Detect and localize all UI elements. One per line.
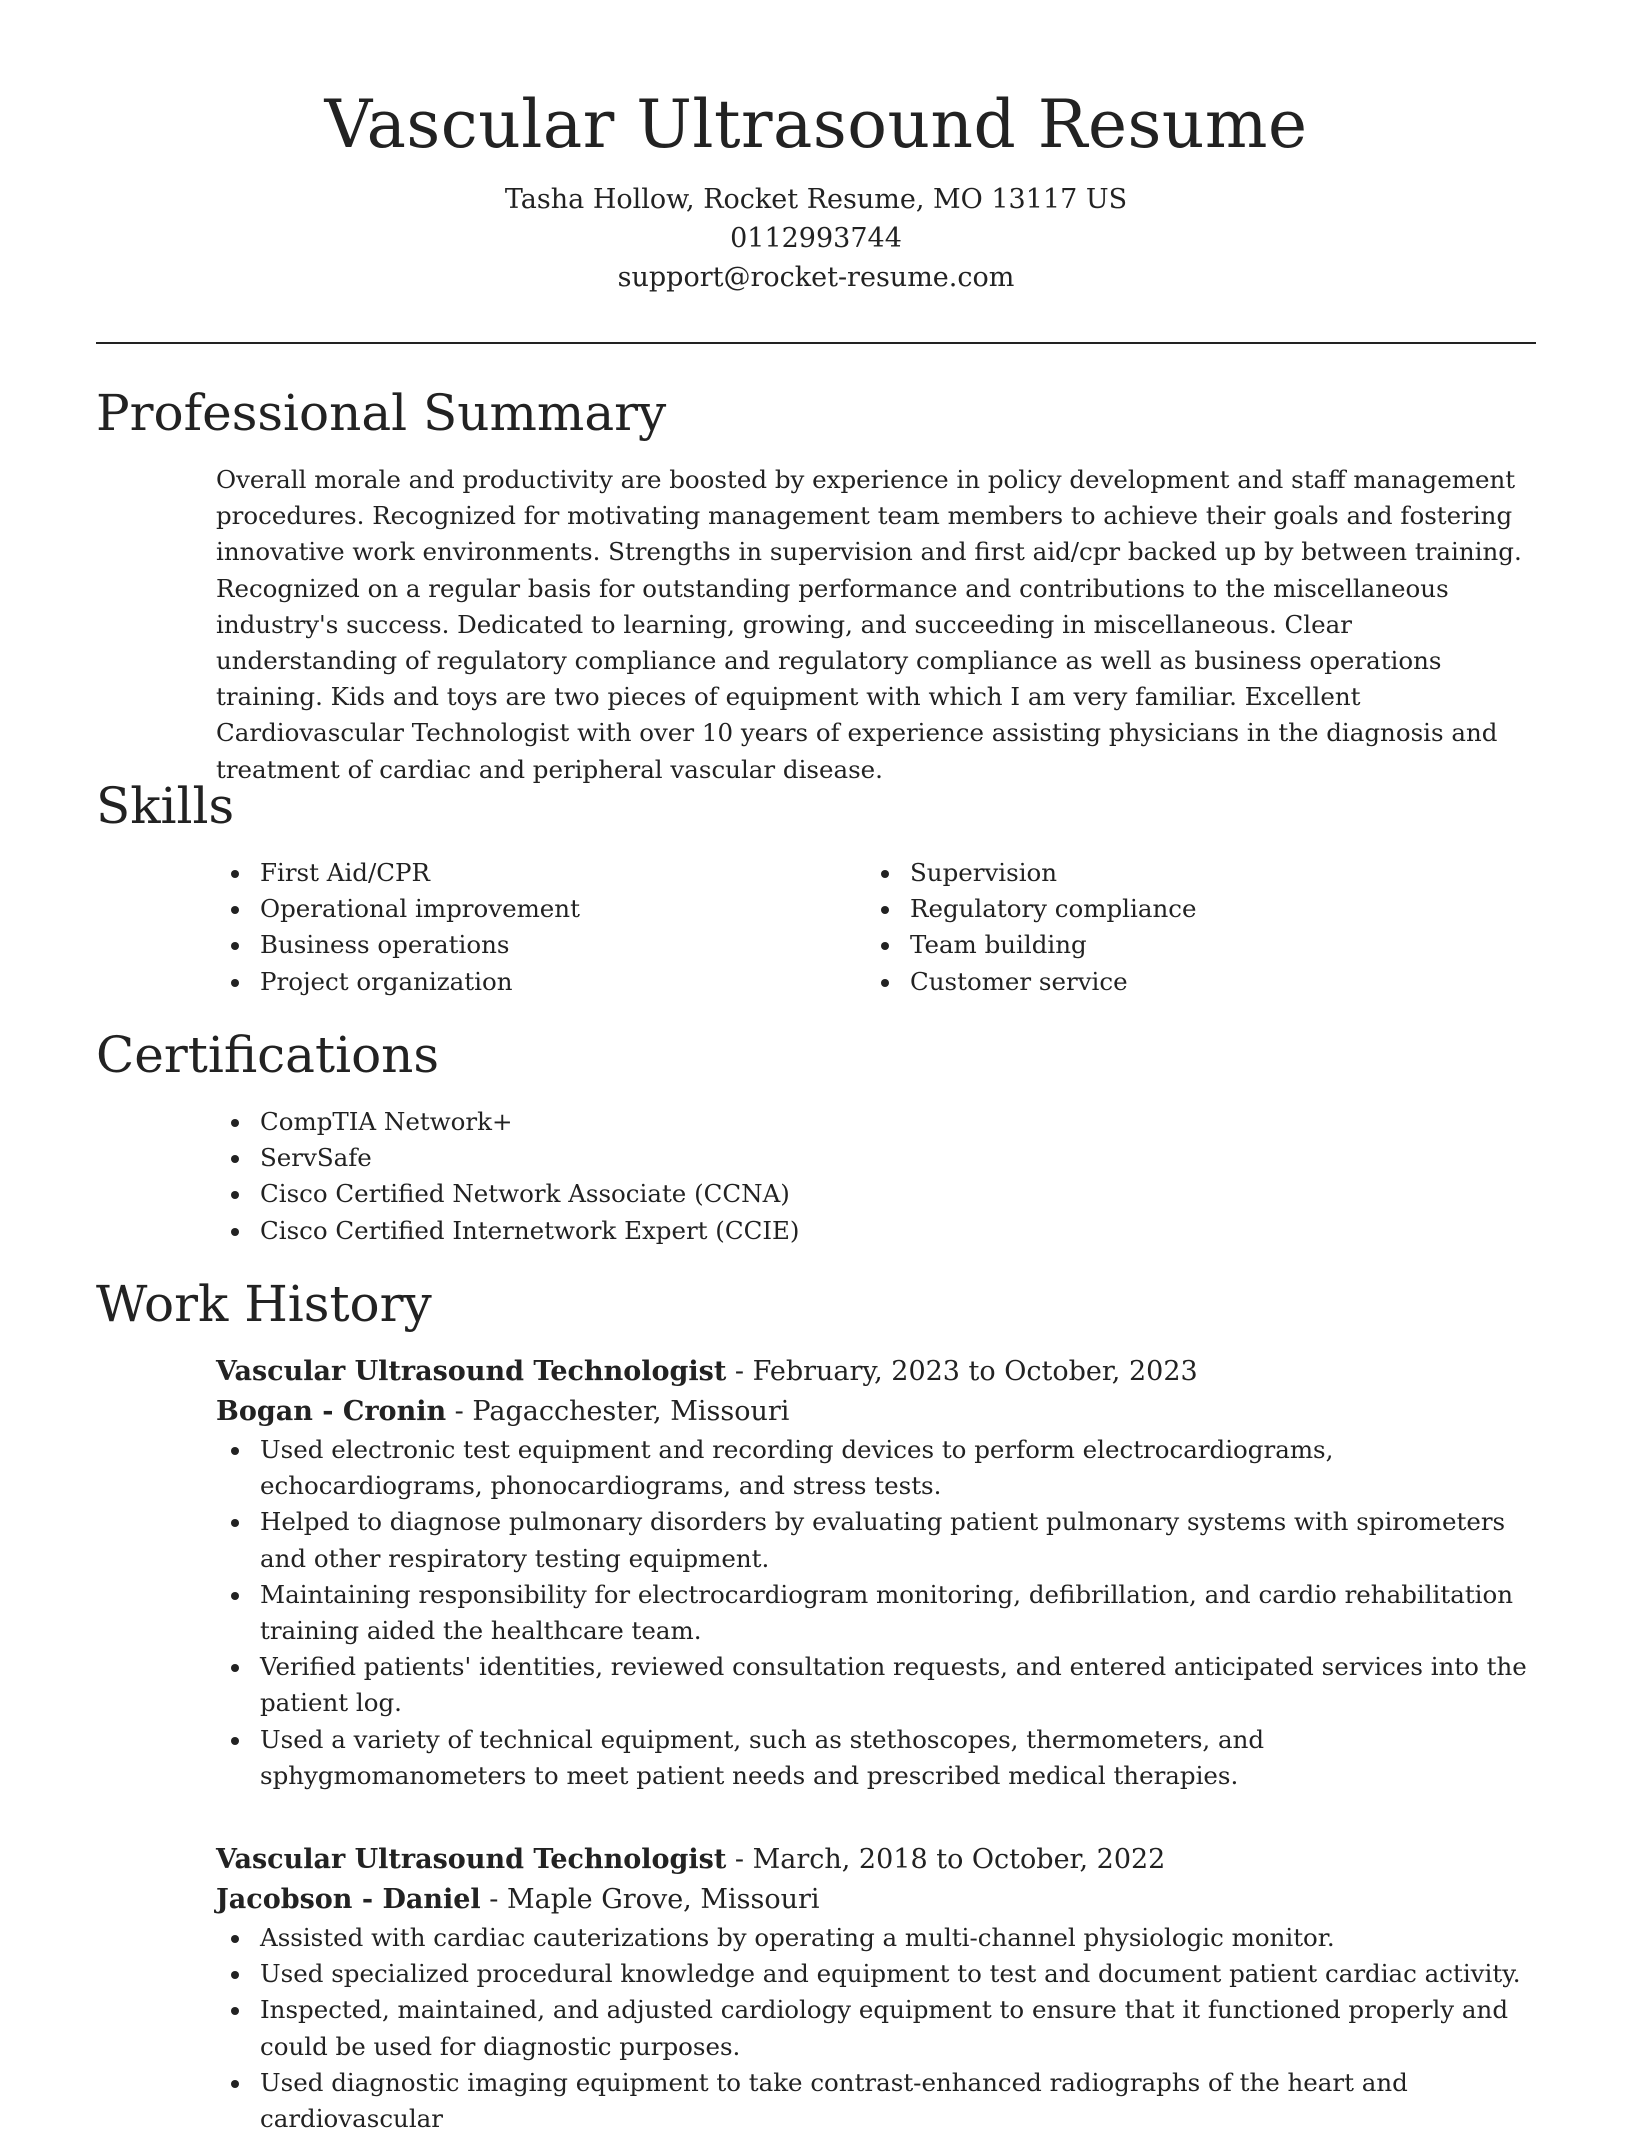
skill-item: Business operations	[216, 927, 816, 963]
job-bullet: Maintaining responsibility for electrocardiogram monitoring, defibrillation, and cardio rehabilitation training aided the healthcare team.	[216, 1577, 1536, 1649]
job-dates: February, 2023 to October, 2023	[752, 1356, 1198, 1387]
skills-heading: Skills	[96, 777, 235, 835]
job-location: Maple Grove, Missouri	[506, 1884, 820, 1915]
header-divider	[96, 342, 1536, 344]
skills-list-left	[216, 855, 816, 1000]
job-bullet: Used diagnostic imaging equipment to take contrast-enhanced radiographs of the heart and cardiovascular	[216, 2065, 1536, 2137]
contact-block	[96, 180, 1536, 297]
job-company-line: Jacobson - Daniel - Maple Grove, Missouri	[216, 1884, 820, 1915]
job-bullet: Used specialized procedural knowledge and equipment to test and document patient cardiac activity.	[216, 1956, 1536, 1992]
job-entry	[216, 1352, 1536, 1794]
job-bullets	[216, 1432, 1536, 1794]
job-company: Bogan - Cronin	[216, 1396, 447, 1427]
summary-heading: Professional Summary	[96, 384, 667, 442]
contact-phone: 0112993744	[730, 223, 902, 254]
job-dates: March, 2018 to October, 2022	[752, 1844, 1166, 1875]
skill-item: Regulatory compliance	[866, 891, 1466, 927]
page-title: Vascular Ultrasound Resume	[324, 86, 1308, 163]
skills-list-right	[866, 855, 1466, 1000]
job-title-line: Vascular Ultrasound Technologist - March, 2018 to October, 2022	[216, 1844, 1166, 1875]
work-history-heading: Work History	[96, 1275, 432, 1333]
job-company: Jacobson - Daniel	[216, 1884, 481, 1915]
skill-item: Supervision	[866, 855, 1466, 891]
skill-item: First Aid/CPR	[216, 855, 816, 891]
summary-text: Overall morale and productivity are boosted by experience in policy development and staff management procedures. Recognized for motivating management team members to achieve their goals and fostering innovative work environments. Strengths in supervision and first aid/cpr backed up by between training. Recognized on a regular basis for outstanding performance and contributions to the miscellaneous industry's success. Dedicated to learning, growing, and succeeding in miscellaneous. Clear understanding of regulatory compliance and regulatory compliance as well as business operations training. Kids and toys are two pieces of equipment with which I am very familiar. Excellent Cardiovascular Technologist with over 10 years of experience assisting physicians in the diagnosis and treatment of cardiac and peripheral vascular disease.	[216, 465, 1522, 784]
certification-item: Cisco Certified Internetwork Expert (CCIE)	[216, 1213, 1316, 1249]
job-bullet: Helped to diagnose pulmonary disorders by evaluating patient pulmonary systems with spirometers and other respiratory testing equipment.	[216, 1504, 1536, 1576]
job-title: Vascular Ultrasound Technologist	[216, 1356, 727, 1387]
job-bullet: Used a variety of technical equipment, such as stethoscopes, thermometers, and sphygmomanometers to meet patient needs and prescribed medical therapies.	[216, 1722, 1536, 1794]
certification-item: CompTIA Network+	[216, 1104, 1316, 1140]
skill-item: Customer service	[866, 964, 1466, 1000]
job-title-line: Vascular Ultrasound Technologist - February, 2023 to October, 2023	[216, 1356, 1198, 1387]
skill-item: Operational improvement	[216, 891, 816, 927]
contact-address: Tasha Hollow, Rocket Resume, MO 13117 US	[504, 184, 1128, 215]
certification-item: ServSafe	[216, 1140, 1316, 1176]
resume-header	[96, 80, 1536, 297]
job-bullet: Assisted with cardiac cauterizations by operating a multi-channel physiologic monitor.	[216, 1920, 1536, 1956]
certification-item: Cisco Certified Network Associate (CCNA)	[216, 1176, 1316, 1212]
job-company-line: Bogan - Cronin - Pagacchester, Missouri	[216, 1396, 790, 1427]
skill-item: Team building	[866, 927, 1466, 963]
contact-email: support@rocket-resume.com	[617, 262, 1015, 293]
job-title: Vascular Ultrasound Technologist	[216, 1844, 727, 1875]
certifications-list	[216, 1104, 1316, 1249]
job-bullet: Used electronic test equipment and recording devices to perform electrocardiograms, echocardiograms, phonocardiograms, and stress tests.	[216, 1432, 1536, 1504]
job-bullet: Verified patients' identities, reviewed consultation requests, and entered anticipated services into the patient log.	[216, 1649, 1536, 1721]
certifications-heading: Certifications	[96, 1026, 440, 1084]
job-bullets	[216, 1920, 1536, 2137]
skill-item: Project organization	[216, 964, 816, 1000]
job-entry	[216, 1840, 1536, 2137]
job-bullet: Inspected, maintained, and adjusted cardiology equipment to ensure that it functioned properly and could be used for diagnostic purposes.	[216, 1992, 1536, 2064]
job-location: Pagacchester, Missouri	[472, 1396, 790, 1427]
